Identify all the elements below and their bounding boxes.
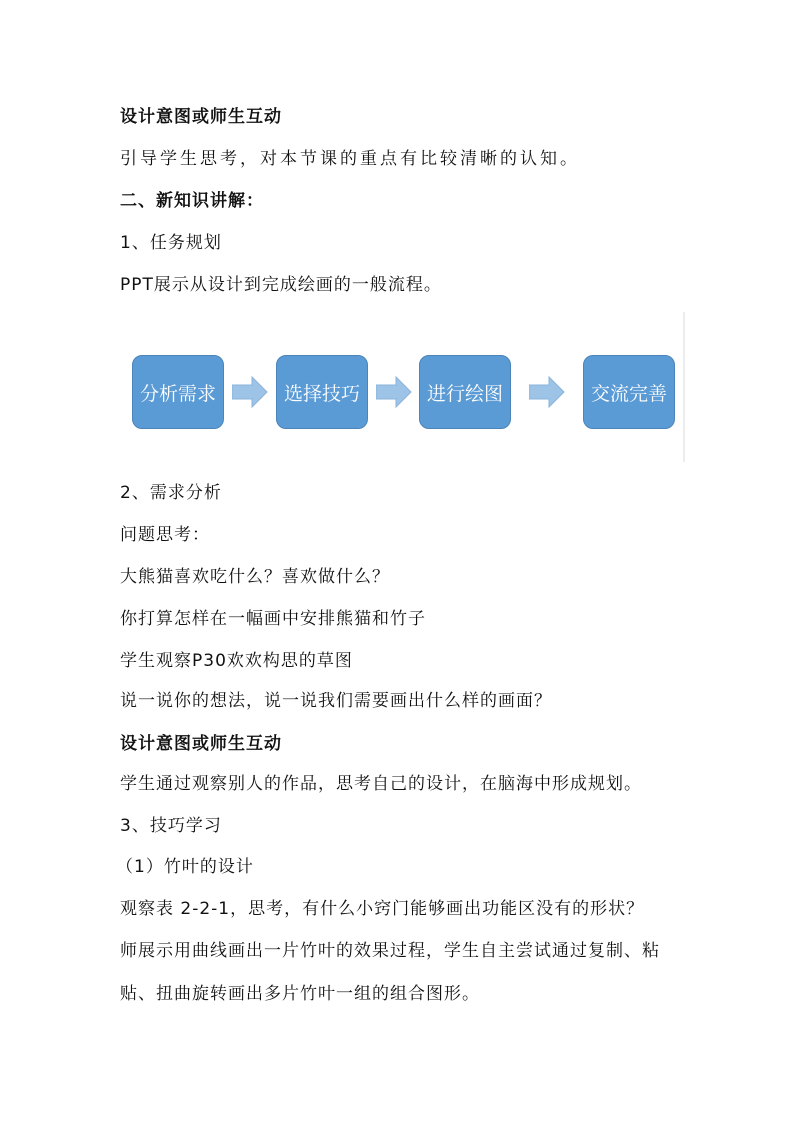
subheading-skill-learning: 3、技巧学习: [120, 816, 222, 836]
subheading-needs-analysis: 2、需求分析: [120, 483, 222, 503]
paragraph-observe-table: 观察表 2-2-1，思考，有什么小窍门能够画出功能区没有的形状？: [120, 899, 645, 919]
flow-arrow-right-icon: [529, 376, 565, 408]
paragraph-teacher-demo-1: 师展示用曲线画出一片竹叶的效果过程，学生自主尝试通过复制、粘: [120, 941, 660, 961]
flow-arrow-right-icon: [232, 376, 268, 408]
paragraph-question-2: 你打算怎样在一幅画中安排熊猫和竹子: [120, 609, 426, 629]
subheading-task-planning: 1、任务规划: [120, 233, 222, 253]
paragraph-guide-thinking: 引导学生思考，对本节课的重点有比较清晰的认知。: [120, 149, 580, 169]
section-heading-design-intent-2: 设计意图或师生互动: [120, 734, 282, 754]
paragraph-ppt-flow: PPT展示从设计到完成绘画的一般流程。: [120, 275, 442, 295]
flow-step-drawing: 进行绘图: [419, 355, 511, 429]
flow-step-analyze-needs: 分析需求: [132, 355, 224, 429]
paragraph-question-3: 学生观察P30欢欢构思的草图: [120, 651, 353, 671]
flow-arrow-right-icon: [376, 376, 412, 408]
paragraph-teacher-demo-2: 贴、扭曲旋转画出多片竹叶一组的组合图形。: [120, 984, 480, 1004]
section-heading-new-knowledge: 二、新知识讲解：: [120, 191, 264, 211]
paragraph-question-1: 大熊猫喜欢吃什么？喜欢做什么？: [120, 567, 390, 587]
paragraph-question-intro: 问题思考：: [120, 525, 210, 545]
flow-step-choose-technique: 选择技巧: [276, 355, 368, 429]
section-heading-design-intent: 设计意图或师生互动: [120, 107, 282, 127]
paragraph-question-4: 说一说你的想法，说一说我们需要画出什么样的画面？: [120, 691, 552, 711]
process-flowchart: [132, 355, 682, 431]
subheading-bamboo-leaf-design: （1）竹叶的设计: [116, 857, 254, 877]
paragraph-observe-works: 学生通过观察别人的作品，思考自己的设计，在脑海中形成规划。: [120, 774, 642, 794]
flowchart-edge-line: [683, 312, 685, 462]
flow-step-exchange-improve: 交流完善: [583, 355, 675, 429]
